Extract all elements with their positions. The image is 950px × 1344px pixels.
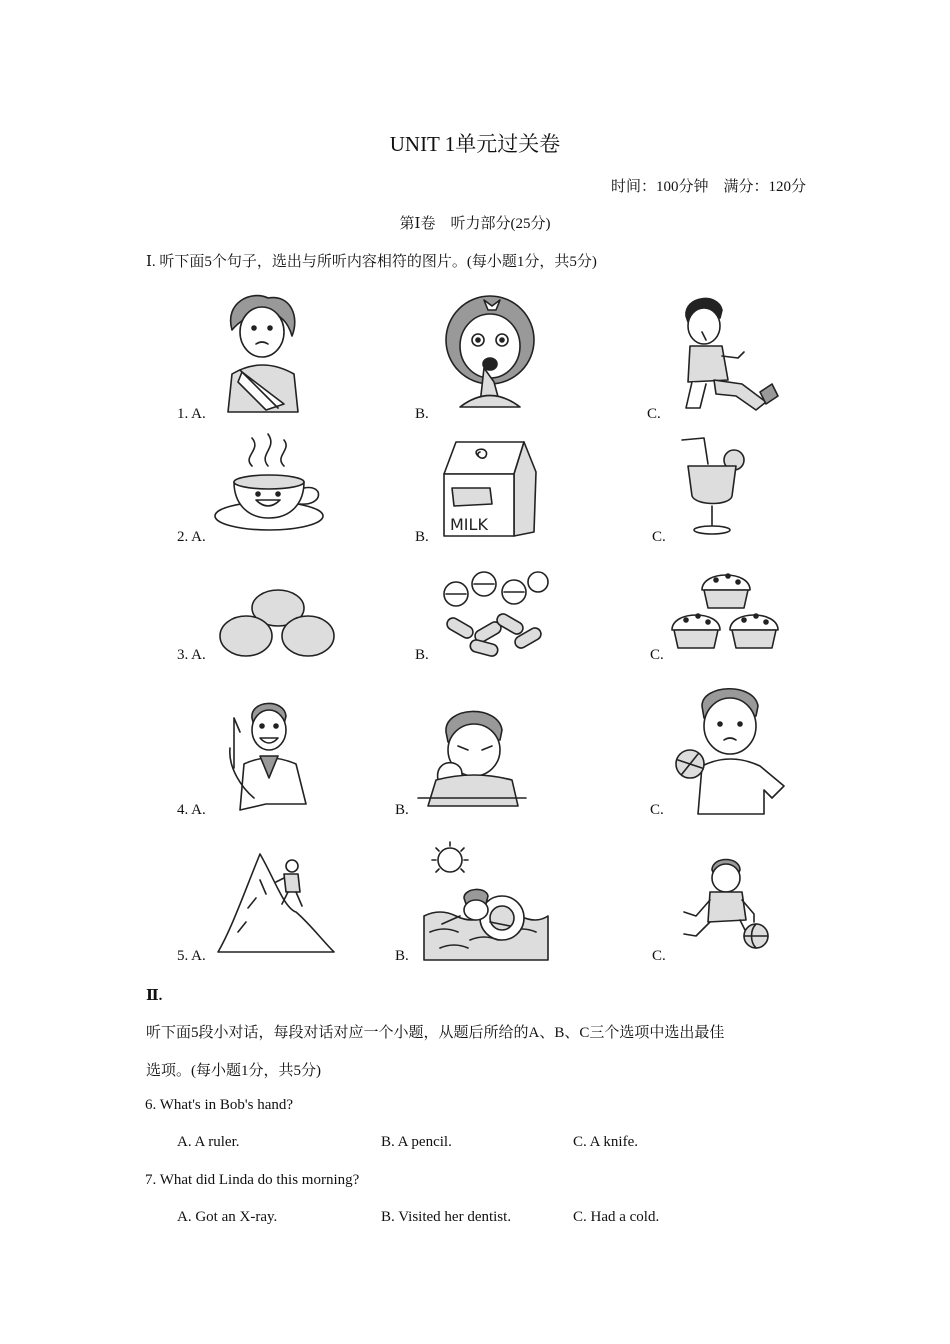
option-label: B.: [395, 802, 409, 818]
question-stem: 6. What's in Bob's hand?: [145, 1097, 294, 1113]
answer-option[interactable]: A. Got an X-ray.: [177, 1209, 278, 1225]
option-label: 4. A.: [177, 802, 206, 818]
page-title: UNIT 1单元过关卷: [389, 132, 561, 156]
answer-option[interactable]: C. A knife.: [573, 1134, 639, 1150]
basketball-player-icon[interactable]: [674, 856, 774, 956]
question-stem: 7. What did Linda do this morning?: [145, 1172, 360, 1188]
section1-instruction: Ⅰ. 听下面5个句子，选出与所听内容相符的图片。(每小题1分，共5分): [146, 254, 597, 270]
boy-hurt-knee-icon[interactable]: [672, 296, 784, 411]
milk-carton-icon[interactable]: [438, 438, 538, 538]
option-label: B.: [415, 406, 429, 422]
option-label: C.: [647, 406, 661, 422]
swimming-boy-icon[interactable]: [420, 842, 550, 960]
boy-holding-ball-icon[interactable]: [668, 682, 792, 814]
medicine-pills-icon[interactable]: [440, 570, 550, 660]
option-label: 3. A.: [177, 647, 206, 663]
option-label: C.: [652, 948, 666, 964]
answer-option[interactable]: B. Visited her dentist.: [381, 1209, 512, 1225]
part-heading: 第Ⅰ卷 听力部分(25分): [399, 216, 551, 232]
hot-coffee-cup-icon[interactable]: [212, 432, 326, 534]
section2-instruction-line1: 听下面5段小对话，每段对话对应一个小题，从题后所给的A、B、C三个选项中选出最佳: [146, 1025, 725, 1041]
section2-numeral: Ⅱ.: [146, 988, 163, 1004]
option-label: B.: [415, 529, 429, 545]
option-label: 1. A.: [177, 406, 206, 422]
juice-glass-icon[interactable]: [678, 436, 748, 536]
boy-sneezing-icon[interactable]: [418, 706, 526, 806]
option-label: C.: [650, 647, 664, 663]
section2-instruction-line2: 选项。(每小题1分，共5分): [146, 1063, 321, 1079]
option-label: C.: [650, 802, 664, 818]
girl-sling-arm-icon[interactable]: [218, 292, 308, 412]
option-label: B.: [395, 948, 409, 964]
exam-meta: 时间：100分钟 满分：120分: [610, 179, 806, 195]
mountain-climber-icon[interactable]: [218, 848, 336, 954]
eggs-icon[interactable]: [218, 588, 336, 660]
option-label: 2. A.: [177, 529, 206, 545]
option-label: C.: [652, 529, 666, 545]
boy-pointing-icon[interactable]: [226, 698, 308, 810]
option-label: 5. A.: [177, 948, 206, 964]
answer-option[interactable]: C. Had a cold.: [573, 1209, 660, 1225]
answer-option[interactable]: A. A ruler.: [177, 1134, 240, 1150]
answer-option[interactable]: B. A pencil.: [381, 1134, 452, 1150]
option-label: B.: [415, 647, 429, 663]
muffins-icon[interactable]: [670, 568, 782, 652]
girl-toothache-icon[interactable]: [440, 292, 540, 407]
svg-text:MILK: MILK: [450, 515, 488, 534]
